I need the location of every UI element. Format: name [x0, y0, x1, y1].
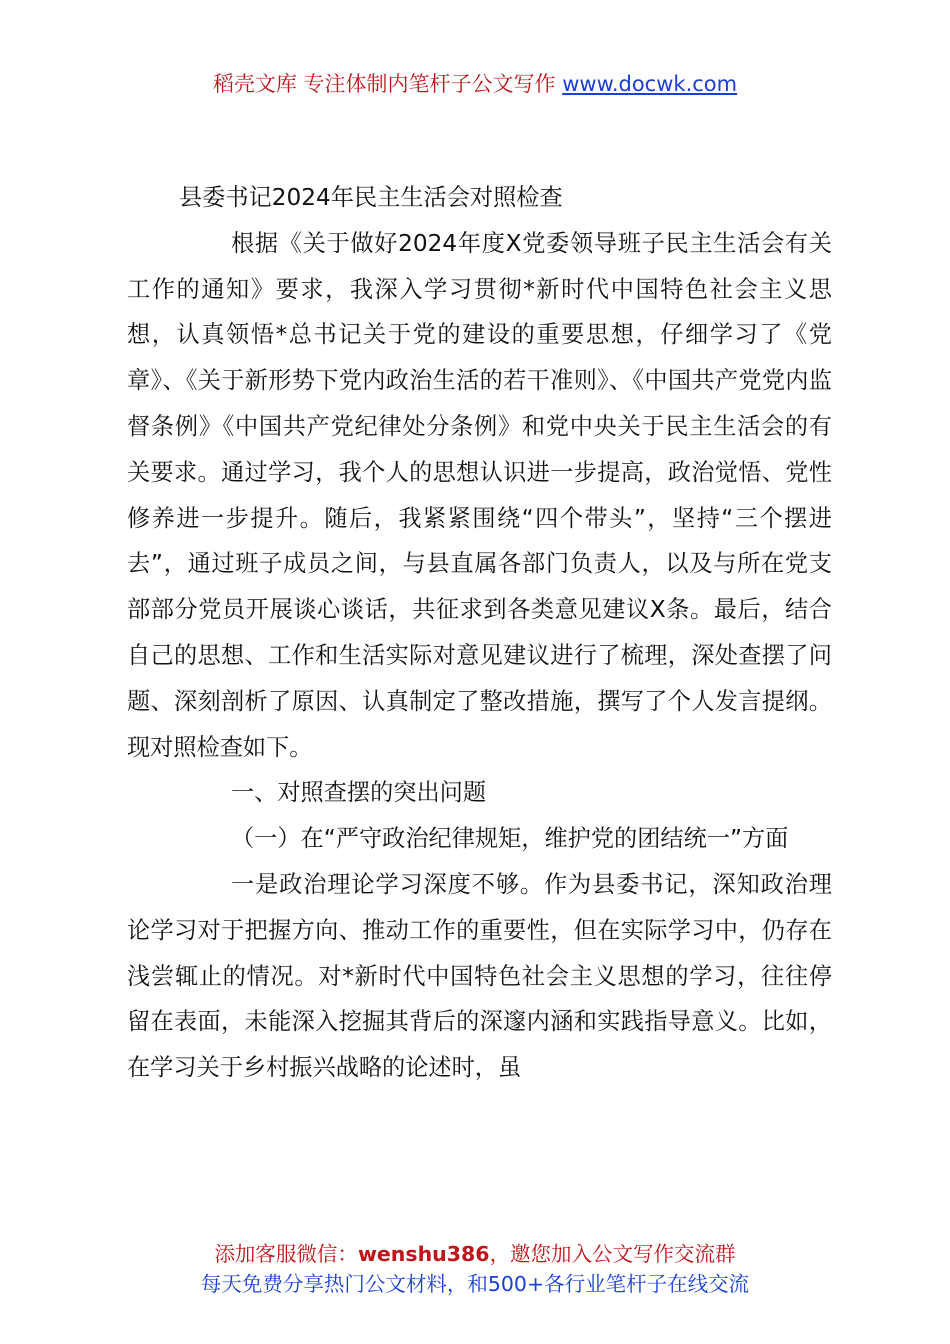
site-link[interactable]: www.docwk.com — [562, 72, 738, 96]
problem-paragraph: 一是政治理论学习深度不够。作为县委书记，深知政治理论学习对于把握方向、推动工作的重要性，但在实际学习中，仍存在浅尝辄止的情况。对*新时代中国特色社会主义思想的学习，往往停留在表面，未能深入挖掘其背后的深邃内涵和实践指导意义。比如，在学习关于乡村振兴战略的论述时，虽 — [127, 870, 832, 1082]
footer-promo: 每天免费分享热门公文材料，和500+各行业笔杆子在线交流 — [200, 1272, 750, 1296]
footer-contact — [0, 1240, 950, 1268]
brand-slogan: 稻壳文库 专注体制内笔杆子公文写作 — [212, 72, 563, 96]
document-title: 县委书记2024年民主生活会对照检查 — [179, 184, 563, 211]
document-body — [127, 175, 832, 1091]
footer-contact-prefix: 添加客服微信： — [214, 1242, 358, 1266]
page-header — [0, 68, 950, 100]
footer-contact-suffix: ，邀您加入公文写作交流群 — [489, 1242, 736, 1266]
wechat-id: wenshu386 — [357, 1242, 490, 1266]
section-heading: 一、对照查摆的突出问题 — [231, 779, 487, 807]
intro-paragraph: 根据《关于做好2024年度X党委领导班子民主生活会有关工作的通知》要求，我深入学习贯彻*新时代中国特色社会主义思想，认真领悟*总书记关于党的建设的重要思想，仔细学习了《党章》、《关于新形势下党内政治生活的若干准则》、《中国共产党党内监督条例》《中国共产党纪律处分条例》和党中央关于民主生活会的有关要求。通过学习，我个人的思想认识进一步提高，政治觉悟、党性修养进一步提升。随后，我紧紧围绕“四个带头”，坚持“三个摆进去”，通过班子成员之间，与县直属各部门负责人，以及与所在党支部部分党员开展谈心谈话，共征求到各类意见建议X条。最后，结合自己的思想、工作和生活实际对意见建议进行了梳理，深处查摆了问题、深刻剖析了原因、认真制定了整改措施，撰写了个人发言提纲。现对照检查如下。 — [127, 229, 832, 761]
subsection-heading: （一）在“严守政治纪律规矩，维护党的团结统一”方面 — [231, 825, 789, 853]
